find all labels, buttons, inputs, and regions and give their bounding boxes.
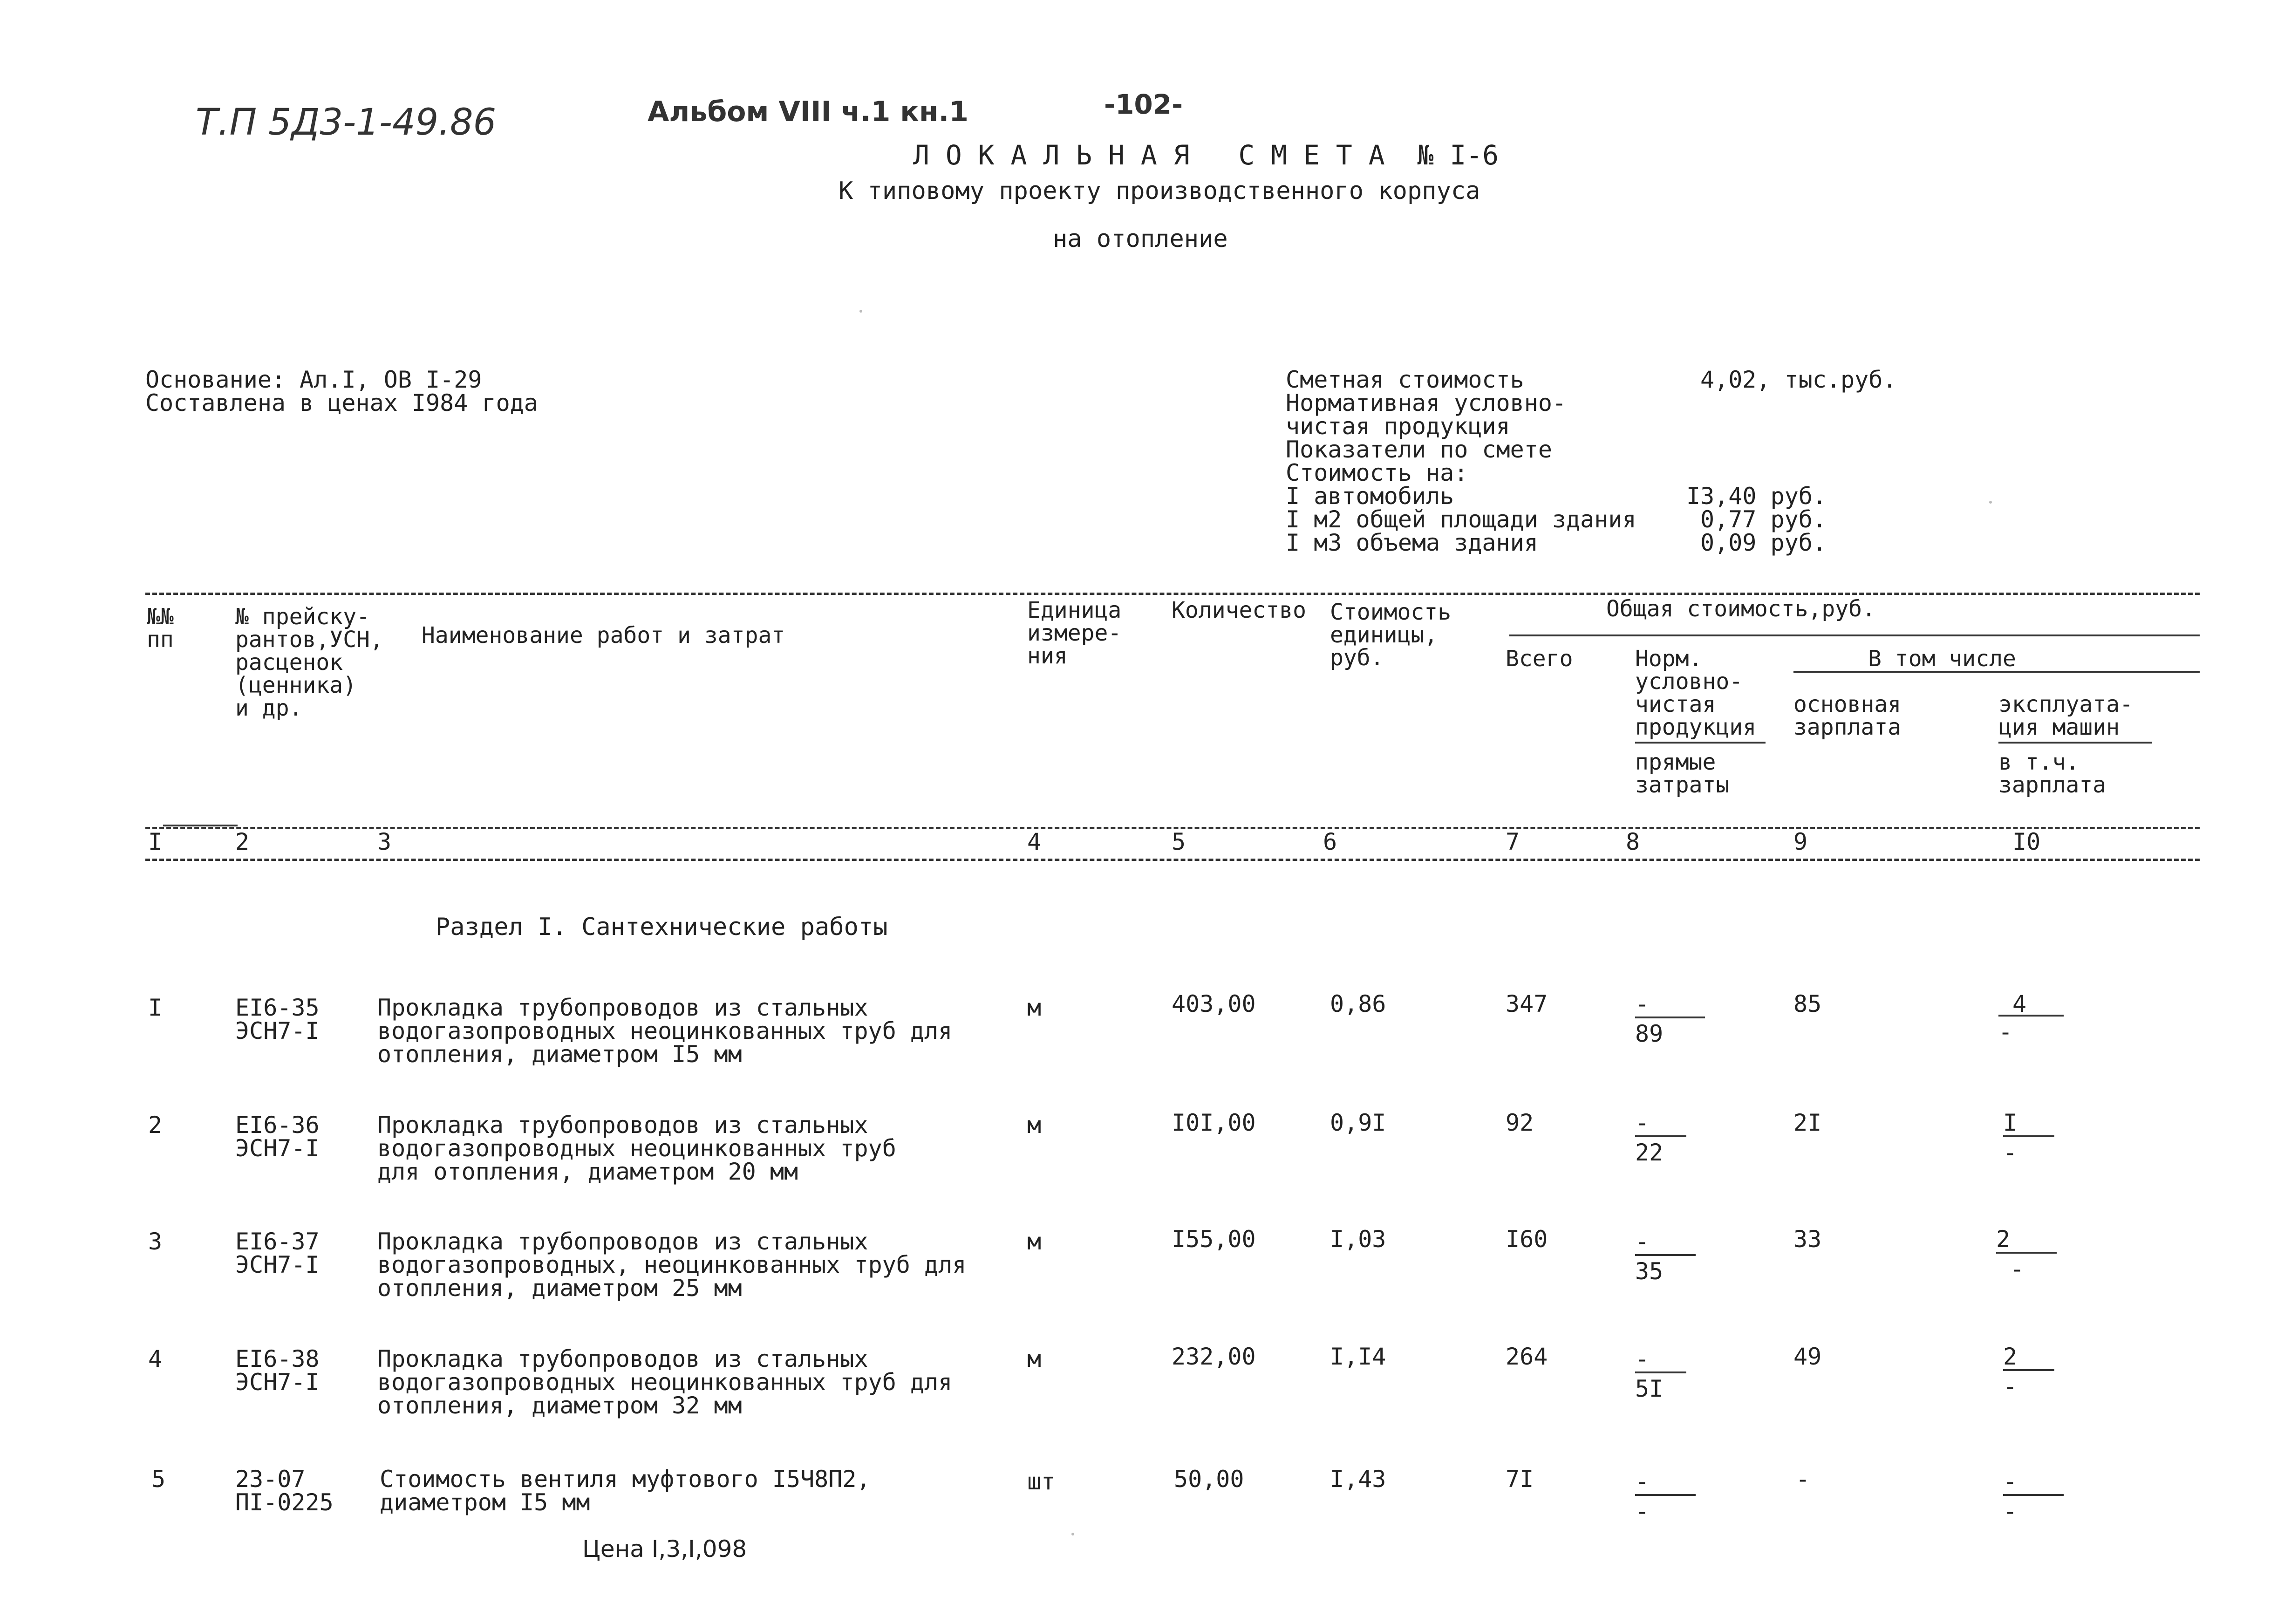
- row-price: I,03: [1330, 1226, 1386, 1253]
- indicator-label: I м2 общей площади здания: [1286, 506, 1636, 533]
- col-header-unit: Единица измере- ния: [1027, 597, 1122, 669]
- row-code: ЕI6-35 ЭСН7-I: [235, 994, 320, 1044]
- row-norm-top: -: [1635, 1111, 1686, 1137]
- cost-label: Сметная стоимость: [1286, 366, 1524, 393]
- row-norm-top: -: [1635, 992, 1705, 1018]
- row-qty: 232,00: [1172, 1343, 1256, 1370]
- row-qty: I55,00: [1172, 1226, 1256, 1253]
- col-header-norm-product: Норм. условно- чистая продукция: [1635, 646, 1757, 740]
- row-base-salary: -: [1796, 1466, 1810, 1493]
- row-machine-fraction: [2003, 1345, 2054, 1399]
- row-name: Прокладка трубопроводов из стальных водогазопроводных, неоцинкованных труб для отопления, диаметром 25 мм: [377, 1228, 967, 1302]
- section-title: Раздел I. Сантехнические работы: [436, 913, 888, 941]
- row-no: I: [148, 994, 163, 1021]
- row-machine-bottom: -: [2003, 1373, 2018, 1400]
- col-header-total: Всего: [1506, 646, 1573, 672]
- row-norm-fraction: [1635, 1111, 1686, 1165]
- row-norm-fraction: [1635, 1230, 1696, 1284]
- row-code: 23-07 ПI-0225: [235, 1466, 334, 1516]
- row-norm-top: -: [1635, 1230, 1696, 1256]
- row-name: Прокладка трубопроводов из стальных водогазопроводных неоцинкованных труб для отопления, диаметром 20 мм: [377, 1112, 896, 1185]
- indicator-value: 0,77 руб.: [1700, 506, 1827, 533]
- row-machine-fraction: [2003, 1111, 2054, 1165]
- row-price: 0,86: [1330, 990, 1386, 1017]
- col-header-machine-salary: в т.ч. зарплата: [1998, 749, 2107, 798]
- col-header-no: №№ пп: [147, 604, 174, 653]
- row-direct-bottom: 22: [1635, 1139, 1664, 1166]
- row-direct-bottom: 89: [1635, 1020, 1664, 1047]
- normative-label: Нормативная условно- чистая продукция: [1286, 389, 1567, 440]
- indicator-value: 0,09 руб.: [1700, 529, 1827, 556]
- row-no: 4: [148, 1345, 163, 1372]
- col-number: 9: [1793, 828, 1808, 855]
- row-norm-top: -: [1635, 1470, 1696, 1496]
- col-number: 5: [1172, 828, 1186, 855]
- row-qty: I0I,00: [1172, 1109, 1256, 1136]
- row-qty: 50,00: [1174, 1466, 1244, 1493]
- row-base-salary: 33: [1793, 1226, 1822, 1253]
- row-machine-top: 2: [1996, 1228, 2057, 1254]
- scan-speck: [859, 310, 862, 313]
- row-base-salary: 2I: [1793, 1109, 1822, 1136]
- row-no: 3: [148, 1228, 163, 1255]
- row-total: 264: [1506, 1343, 1548, 1370]
- row-unit: м: [1027, 1345, 1042, 1372]
- basis-line-2: Составлена в ценах I984 года: [145, 389, 538, 416]
- col-header-qty: Количество: [1172, 597, 1306, 623]
- indicator-label: I м3 объема здания: [1286, 529, 1538, 556]
- indicator-value: I3,40 руб.: [1686, 483, 1827, 510]
- row-machine-top: -: [2003, 1470, 2064, 1496]
- row-total: 347: [1506, 990, 1548, 1017]
- col-number: 2: [235, 828, 250, 855]
- row-norm-fraction: [1635, 1347, 1686, 1401]
- indicator-label: I автомобиль: [1286, 483, 1454, 510]
- col1-short-rule: [163, 825, 238, 826]
- scan-speck: [1071, 1533, 1074, 1535]
- row-unit: м: [1027, 1228, 1042, 1255]
- row-machine-bottom: -: [2003, 1498, 2018, 1525]
- row-unit: м: [1027, 1112, 1042, 1139]
- col-header-pricelist: № прейску- рантов,УСН, расценок (ценника) и др.: [235, 604, 383, 721]
- document-subtitle: К типовому проекту производственного корпуса: [839, 177, 1480, 205]
- col-header-machine-operation: эксплуата- ция машин: [1998, 691, 2133, 740]
- row-direct-bottom: 5I: [1635, 1375, 1664, 1402]
- row-qty: 403,00: [1172, 990, 1256, 1017]
- col-number: 4: [1027, 828, 1042, 855]
- row-machine-top: 2: [2003, 1345, 2054, 1371]
- document-subject: на отопление: [1053, 225, 1228, 253]
- col-header-base-salary: основная зарплата: [1793, 691, 1902, 740]
- header-top-rule: [145, 593, 2200, 595]
- row-name: Прокладка трубопроводов из стальных водогазопроводных неоцинкованных труб для отопления, диаметром I5 мм: [377, 994, 953, 1068]
- row-code: ЕI6-37 ЭСН7-I: [235, 1228, 320, 1278]
- machine-underline: [1998, 742, 2152, 744]
- row-machine-fraction: [1996, 1228, 2057, 1282]
- row-code: ЕI6-36 ЭСН7-I: [235, 1112, 320, 1162]
- norm-underline: [1635, 742, 1766, 744]
- col-number: 6: [1323, 828, 1337, 855]
- row-unit: шт: [1027, 1468, 1056, 1495]
- row-total: 92: [1506, 1109, 1534, 1136]
- row-machine-top: I: [2003, 1111, 2054, 1137]
- row-base-salary: 85: [1793, 990, 1822, 1017]
- row-no: 2: [148, 1112, 163, 1139]
- col-header-incl: В том числе: [1868, 646, 2016, 672]
- row-machine-bottom: -: [1998, 1018, 2013, 1045]
- col-number: 8: [1626, 828, 1640, 855]
- row-name: Стоимость вентиля муфтового I5Ч8П2, диаметром I5 мм: [380, 1466, 871, 1516]
- row-unit: м: [1027, 994, 1042, 1021]
- price-note: Цена I,3,I,098: [582, 1535, 747, 1563]
- album-label: Альбом VIII ч.1 кн.1: [648, 96, 969, 128]
- row-machine-bottom: -: [2003, 1139, 2018, 1166]
- row-machine-top: 4: [1998, 992, 2064, 1017]
- indicators-label: Показатели по смете: [1286, 436, 1552, 463]
- col-number: 3: [377, 828, 392, 855]
- row-direct-bottom: 35: [1635, 1258, 1664, 1285]
- col-header-unit-cost: Стоимость единицы, руб.: [1330, 599, 1452, 671]
- cost-value: 4,02, тыс.руб.: [1700, 366, 1897, 393]
- col-number: I0: [2012, 828, 2041, 855]
- scan-speck: [1989, 501, 1992, 504]
- col-header-total-cost: Общая стоимость,руб.: [1606, 596, 1875, 622]
- col-header-direct-costs: прямые затраты: [1635, 749, 1730, 798]
- row-norm-top: -: [1635, 1347, 1686, 1373]
- row-norm-fraction: [1635, 992, 1705, 1046]
- numbers-bottom-rule: [145, 859, 2200, 861]
- row-no: 5: [151, 1466, 166, 1493]
- row-total: 7I: [1506, 1466, 1534, 1493]
- page-number: -102-: [1104, 89, 1183, 120]
- col-number: I: [148, 828, 163, 855]
- col-header-name: Наименование работ и затрат: [422, 622, 785, 648]
- row-machine-bottom: -: [2010, 1256, 2025, 1283]
- row-norm-fraction: [1635, 1470, 1696, 1524]
- row-price: I,43: [1330, 1466, 1386, 1493]
- basis-line-1: Основание: Ал.I, ОВ I-29: [145, 366, 482, 393]
- row-total: I60: [1506, 1226, 1548, 1253]
- stamp: Т.П 5Д3-1-49.86: [196, 102, 497, 143]
- row-price: 0,9I: [1330, 1109, 1386, 1136]
- row-direct-bottom: -: [1635, 1498, 1650, 1525]
- row-machine-fraction: [1998, 992, 2064, 1044]
- row-base-salary: 49: [1793, 1343, 1822, 1370]
- row-code: ЕI6-38 ЭСН7-I: [235, 1345, 320, 1396]
- total-cost-rule: [1509, 635, 2200, 636]
- cost-per-label: Стоимость на:: [1286, 459, 1468, 486]
- row-price: I,I4: [1330, 1343, 1386, 1370]
- row-machine-fraction: [2003, 1470, 2064, 1524]
- col-number: 7: [1506, 828, 1520, 855]
- document-title: Л О К А Л Ь Н А Я С М Е Т А № I-6: [913, 139, 1499, 171]
- row-name: Прокладка трубопроводов из стальных водогазопроводных неоцинкованных труб для отопления, диаметром 32 мм: [377, 1345, 953, 1419]
